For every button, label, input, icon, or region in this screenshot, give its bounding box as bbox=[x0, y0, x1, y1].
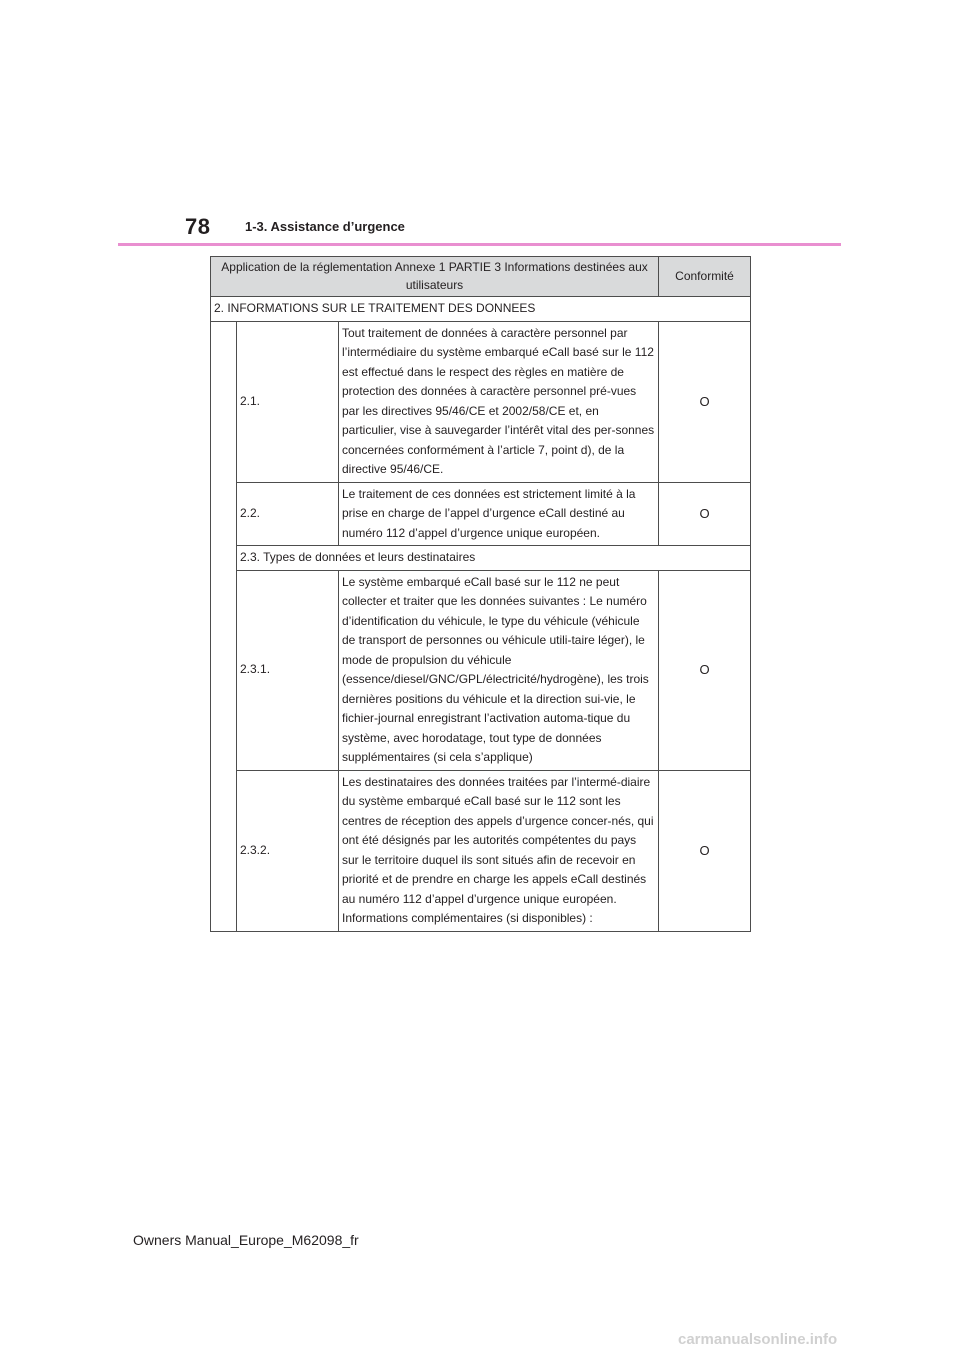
row-number: 2.1. bbox=[237, 321, 339, 482]
row-number: 2.3.2. bbox=[237, 770, 339, 931]
section-title: 1-3. Assistance d’urgence bbox=[245, 219, 405, 234]
section-heading-2-3: 2.3. Types de données et leurs destinataires bbox=[237, 546, 751, 571]
section-row bbox=[211, 297, 751, 322]
subsection-row bbox=[211, 546, 751, 571]
row-conformity: O bbox=[659, 321, 751, 482]
page-number: 78 bbox=[185, 214, 211, 239]
header-conformity: Conformité bbox=[659, 257, 751, 297]
row-conformity: O bbox=[659, 770, 751, 931]
row-text: Le traitement de ces données est strictement limité à la prise en charge de l’appel d’urgence eCall destiné au numéro 112 d’appel d’urgence unique européen. bbox=[339, 482, 659, 546]
table-row bbox=[211, 570, 751, 770]
header-description: Application de la réglementation Annexe 1 PARTIE 3 Informations destinées aux utilisateurs bbox=[211, 257, 659, 297]
watermark: carmanualsonline.info bbox=[678, 1331, 838, 1348]
row-text: Les destinataires des données traitées par l’intermé-diaire du système embarqué eCall basé sur le 112 sont les centres de réception des appels d’urgence concer-nés, qui ont été désignés par les autorités compétentes du pays sur le territoire duquel ils sont situés afin de recevoir en priorité et de prendre en charge les appels eCall destinés au numéro 112 d’appel d’urgence unique européen. Informations complémentaires (si disponibles) : bbox=[339, 770, 659, 931]
header-rule bbox=[118, 243, 841, 246]
section-heading-2: 2. INFORMATIONS SUR LE TRAITEMENT DES DONNEES bbox=[211, 297, 751, 322]
table-row bbox=[211, 482, 751, 546]
row-text: Le système embarqué eCall basé sur le 112 ne peut collecter et traiter que les données suivantes : Le numéro d’identification du véhicule, le type du véhicule (véhicule de transport de personnes ou véhicule utili-taire léger), le mode de propulsion du véhicule (essence/diesel/GNC/GPL/électricité/hydrogène), les trois dernières positions du véhicule et la direction sui-vie, le fichier-journal enregistrant l’activation automa-tique du système, avec horodatage, tout type de données supplémentaires (si cela s’applique) bbox=[339, 570, 659, 770]
row-conformity: O bbox=[659, 570, 751, 770]
table-row bbox=[211, 321, 751, 482]
table-header-row bbox=[211, 257, 751, 297]
row-number: 2.2. bbox=[237, 482, 339, 546]
regulation-table bbox=[210, 256, 751, 932]
footer-manual-name: Owners Manual_Europe_M62098_fr bbox=[133, 1232, 359, 1248]
row-text: Tout traitement de données à caractère personnel par l’intermédiaire du système embarqué eCall basé sur le 112 est effectué dans le respect des règles en matière de protection des données à caractère personnel pré-vues par les directives 95/46/CE et 2002/58/CE et, en particulier, vise à sauvegarder l’intérêt vital des per-sonnes concernées conformément à l’article 7, point d), de la directive 95/46/CE. bbox=[339, 321, 659, 482]
row-number: 2.3.1. bbox=[237, 570, 339, 770]
indent-cell bbox=[211, 321, 237, 931]
row-conformity: O bbox=[659, 482, 751, 546]
table-row bbox=[211, 770, 751, 931]
